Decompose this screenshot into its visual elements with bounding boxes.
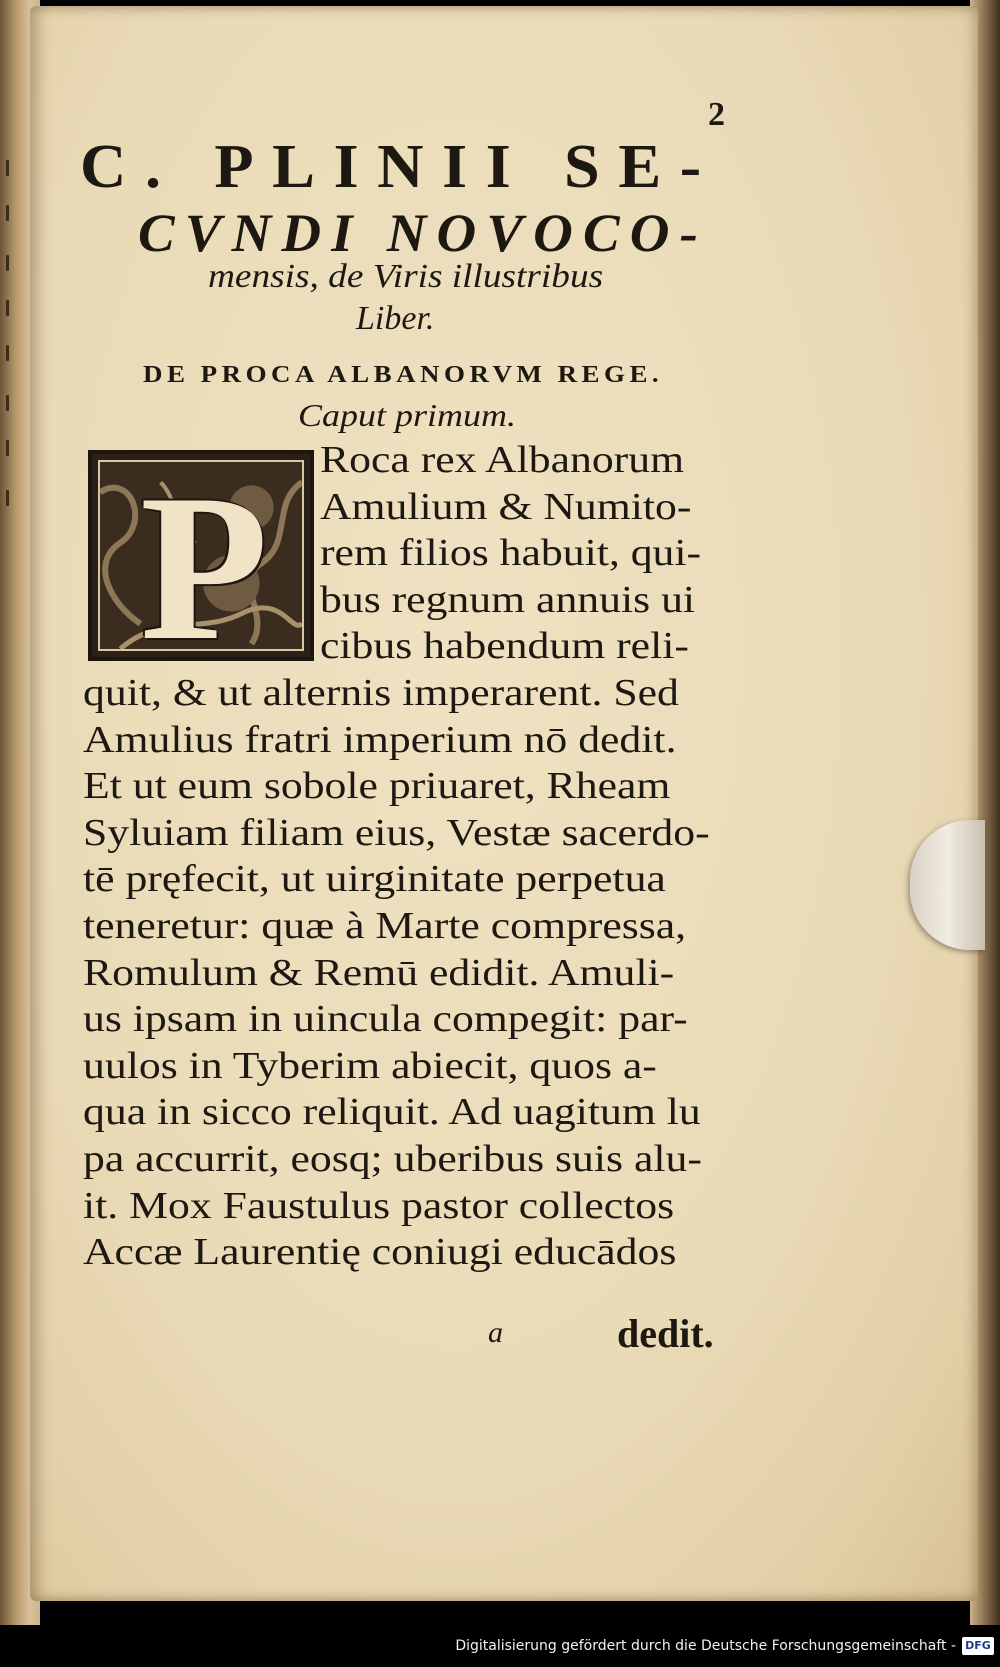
edge-mark xyxy=(6,490,9,506)
title-line-3: mensis, de Viris illustribus xyxy=(208,258,604,295)
body-line: Syluiam filiam eius, Vestæ sacerdo- xyxy=(83,811,710,854)
chapter-heading: DE PROCA ALBANORVM REGE. xyxy=(143,362,664,388)
body-line: uulos in Tyberim abiecit, quos a- xyxy=(83,1044,657,1087)
signature-mark: a xyxy=(488,1316,503,1349)
body-line: qua in sicco reliquit. Ad uagitum lu xyxy=(83,1091,701,1134)
digitization-banner xyxy=(0,1630,1000,1667)
folio-number: 2 xyxy=(708,96,725,133)
body-line: Romulum & Remū edidit. Amuli- xyxy=(83,951,675,994)
chapter-subheading: Caput primum. xyxy=(298,397,517,433)
initial-frame xyxy=(98,460,304,651)
dfg-logo-badge: DFG xyxy=(962,1637,994,1655)
body-line: pa accurrit, eosq; uberibus suis alu- xyxy=(83,1138,702,1180)
catchword: dedit. xyxy=(617,1311,714,1356)
banner-text: Digitalisierung gefördert durch die Deutsche Forschungsgemeinschaft - xyxy=(455,1638,956,1654)
decorated-initial xyxy=(88,450,314,661)
body-line: bus regnum annuis ui xyxy=(320,578,696,621)
title-line-1: C. PLINII SE- xyxy=(80,133,720,201)
body-line: cibus habendum reli- xyxy=(320,625,689,668)
edge-mark xyxy=(6,395,9,411)
body-line: Amulium & Numito- xyxy=(320,485,692,528)
body-line: it. Mox Faustulus pastor collectos xyxy=(83,1184,675,1227)
edge-mark xyxy=(6,440,9,456)
title-line-4: Liber. xyxy=(356,300,435,337)
body-line: Roca rex Albanorum xyxy=(320,439,685,481)
body-line: us ipsam in uincula compegit: par- xyxy=(83,998,688,1041)
edge-mark xyxy=(6,160,9,176)
edge-mark xyxy=(6,300,9,316)
body-line: tē pręfecit, ut uirginitate perpetua xyxy=(83,858,666,901)
body-line: Et ut eum sobole priuaret, Rheam xyxy=(83,765,671,808)
initial-letter: P xyxy=(140,460,269,651)
body-line: rem filios habuit, qui- xyxy=(320,532,702,575)
body-line: teneretur: quæ à Marte compressa, xyxy=(83,905,687,947)
edge-mark xyxy=(6,205,9,221)
body-line: Amulius fratri imperium nō dedit. xyxy=(83,718,677,761)
body-line: Accæ Laurentię coniugi educādos xyxy=(83,1231,677,1274)
edge-mark xyxy=(6,345,9,361)
body-line: quit, & ut alternis imperarent. Sed xyxy=(83,672,679,714)
edge-mark xyxy=(6,255,9,271)
title-line-2: CVNDI NOVOCO- xyxy=(138,203,709,263)
